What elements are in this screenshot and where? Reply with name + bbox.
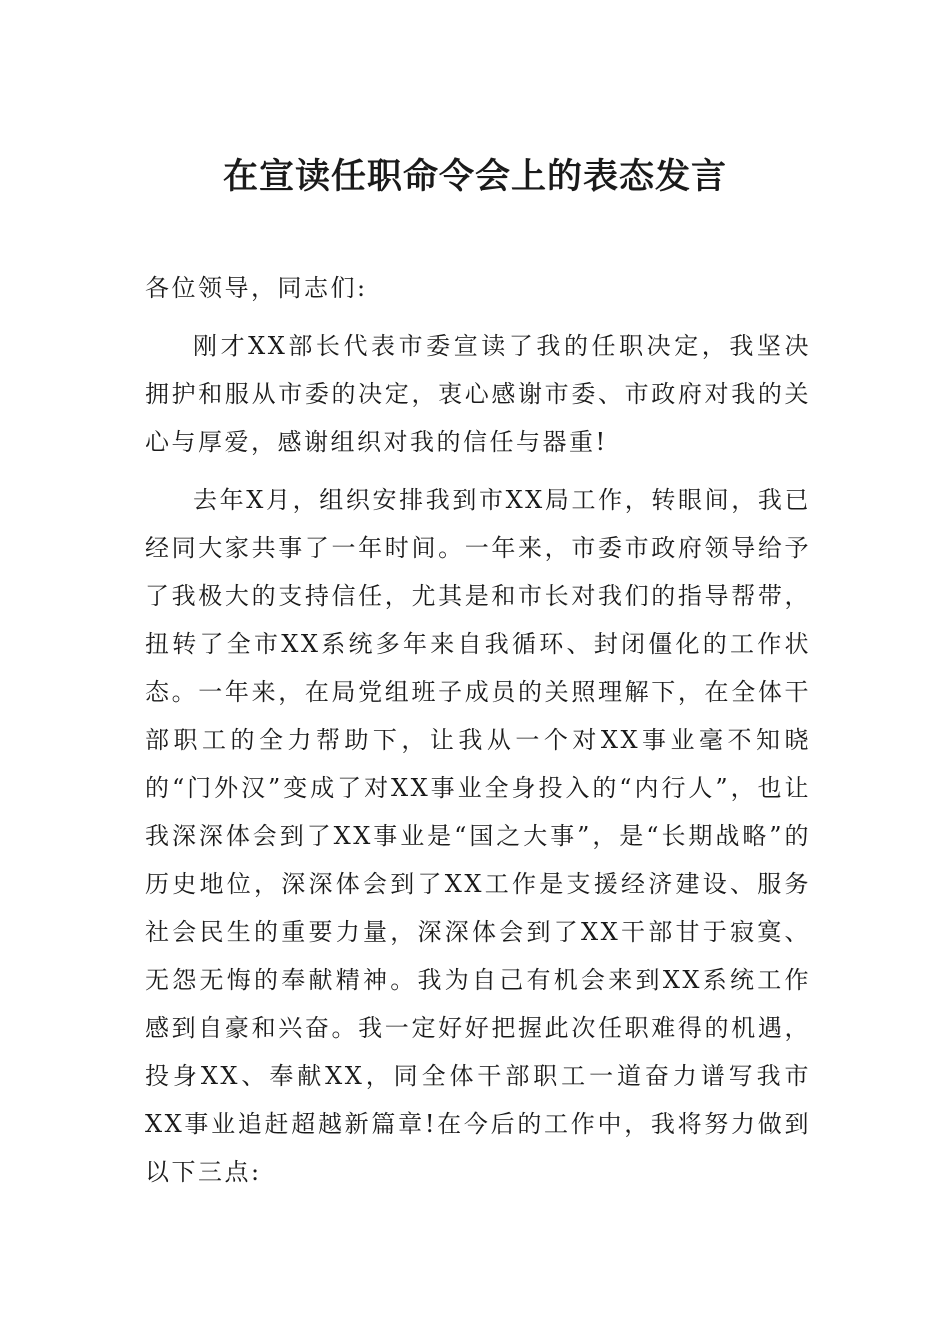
salutation: 各位领导，同志们: xyxy=(145,274,368,302)
document-title: 在宣读任职命令会上的表态发言 xyxy=(222,156,727,197)
document-body xyxy=(145,264,811,1206)
paragraph-2: 去年X月，组织安排我到市XX局工作，转眼间，我已经同大家共事了一年时间。一年来，市委市政府领导给予了我极大的支持信任，尤其是和市长对我们的指导帮带，扭转了全市XX系统多年来自我循环、封闭僵化的工作状态。一年来，在局党组班子成员的关照理解下，在全体干部职工的全力帮助下，让我从一个对XX事业毫不知晓的“门外汉”变成了对XX事业全身投入的“内行人”，也让我深深体会到了XX事业是“国之大事”，是“长期战略”的历史地位，深深体会到了XX工作是支援经济建设、服务社会民生的重要力量，深深体会到了XX干部甘于寂寞、无怨无悔的奉献精神。我为自己有机会来到XX系统工作感到自豪和兴奋。我一定好好把握此次任职难得的机遇，投身XX、奉献XX，同全体干部职工一道奋力谱写我市XX事业追赶超越新篇章!在今后的工作中，我将努力做到以下三点: xyxy=(145,486,811,1186)
paragraph-1: 刚才XX部长代表市委宣读了我的任职决定，我坚决拥护和服从市委的决定，衷心感谢市委、市政府对我的关心与厚爱，感谢组织对我的信任与器重! xyxy=(145,332,811,456)
